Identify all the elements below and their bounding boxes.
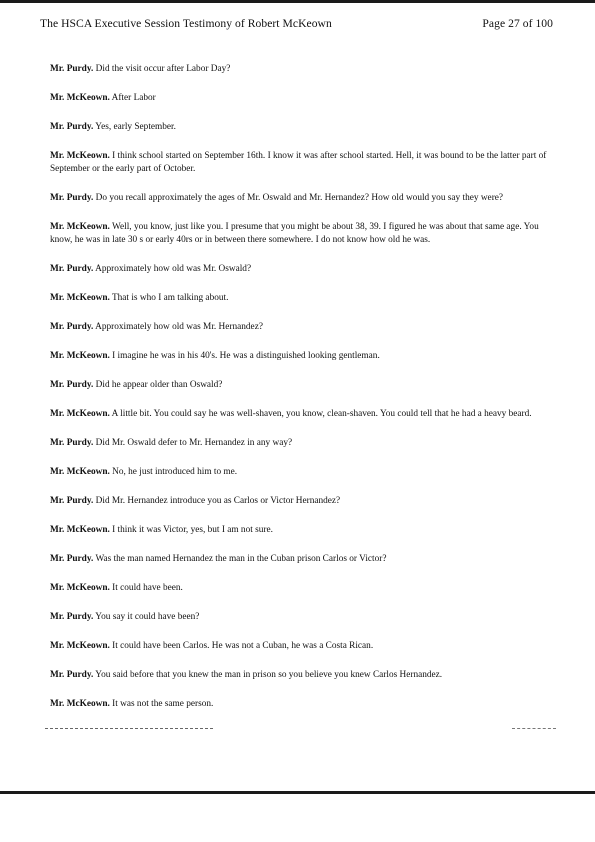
testimony-text: Do you recall approximately the ages of Mr. Oswald and Mr. Hernandez? How old would you say they were? [95, 193, 504, 203]
testimony-entry [50, 437, 550, 450]
testimony-text: Did he appear older than Oswald? [95, 380, 223, 390]
testimony-text: Did Mr. Oswald defer to Mr. Hernandez in any way? [95, 438, 293, 448]
testimony-text: You said before that you knew the man in prison so you believe you knew Carlos Hernandez. [95, 670, 443, 680]
testimony-entry [50, 611, 550, 624]
testimony-entry [50, 669, 550, 682]
speaker-name: Mr. McKeown. [50, 151, 110, 161]
testimony-entry [50, 63, 550, 76]
testimony-text: A little bit. You could say he was well-shaven, you know, clean-shaven. You could tell that he had a heavy beard. [111, 409, 532, 419]
testimony-entry [50, 698, 550, 711]
testimony-text: I imagine he was in his 40's. He was a distinguished looking gentleman. [112, 351, 380, 361]
testimony-text: It was not the same person. [112, 699, 214, 709]
testimony-text: That is who I am talking about. [111, 293, 229, 303]
testimony-text: Approximately how old was Mr. Hernandez? [95, 322, 263, 332]
testimony-entry [50, 121, 550, 134]
speaker-name: Mr. Purdy. [50, 122, 94, 132]
speaker-name: Mr. McKeown. [50, 525, 110, 535]
speaker-name: Mr. McKeown. [50, 93, 110, 103]
testimony-text: It could have been Carlos. He was not a Cuban, he was a Costa Rican. [112, 641, 374, 651]
testimony-text: After Labor [111, 93, 156, 103]
testimony-entry [50, 408, 550, 421]
speaker-name: Mr. Purdy. [50, 264, 94, 274]
testimony-text: Was the man named Hernandez the man in the Cuban prison Carlos or Victor? [95, 554, 387, 564]
testimony-entry [50, 221, 550, 247]
speaker-name: Mr. Purdy. [50, 670, 94, 680]
speaker-name: Mr. Purdy. [50, 438, 94, 448]
testimony-entry [50, 263, 550, 276]
page-header [40, 17, 553, 30]
speaker-name: Mr. McKeown. [50, 222, 110, 232]
top-rule [0, 0, 595, 3]
speaker-name: Mr. Purdy. [50, 554, 94, 564]
speaker-name: Mr. McKeown. [50, 699, 110, 709]
speaker-name: Mr. Purdy. [50, 322, 94, 332]
transcript-body [50, 63, 550, 711]
testimony-entry [50, 466, 550, 479]
speaker-name: Mr. McKeown. [50, 467, 110, 477]
bottom-rule [0, 791, 595, 794]
testimony-entry [50, 553, 550, 566]
page-number: Page 27 of 100 [482, 17, 553, 30]
speaker-name: Mr. McKeown. [50, 351, 110, 361]
speaker-name: Mr. McKeown. [50, 583, 110, 593]
speaker-name: Mr. Purdy. [50, 612, 94, 622]
testimony-text: Yes, early September. [95, 122, 176, 132]
testimony-text: Approximately how old was Mr. Oswald? [95, 264, 252, 274]
testimony-entry [50, 379, 550, 392]
testimony-entry [50, 292, 550, 305]
testimony-entry [50, 495, 550, 508]
speaker-name: Mr. Purdy. [50, 193, 94, 203]
speaker-name: Mr. McKeown. [50, 293, 110, 303]
speaker-name: Mr. Purdy. [50, 496, 94, 506]
testimony-entry [50, 150, 550, 176]
testimony-text: No, he just introduced him to me. [112, 467, 238, 477]
testimony-text: Well, you know, just like you. I presume that you might be about 38, 39. I figured he was about that same age. You know, he was in late 30 s or early 40rs or in between there somewhere. I do not know how old he was. [50, 222, 539, 245]
testimony-entry [50, 92, 550, 105]
footer-dashed-line [45, 728, 213, 729]
testimony-entry [50, 350, 550, 363]
testimony-text: Did Mr. Hernandez introduce you as Carlos or Victor Hernandez? [95, 496, 341, 506]
testimony-text: I think it was Victor, yes, but I am not sure. [112, 525, 273, 535]
testimony-entry [50, 640, 550, 653]
testimony-text: I think school started on September 16th. I know it was after school started. Hell, it was bound to be the latter part of September or the early part of October. [50, 151, 547, 174]
footer-dashed-line-right [512, 728, 556, 729]
speaker-name: Mr. McKeown. [50, 409, 110, 419]
testimony-text: Did the visit occur after Labor Day? [95, 64, 231, 74]
testimony-entry [50, 192, 550, 205]
testimony-text: It could have been. [112, 583, 183, 593]
speaker-name: Mr. McKeown. [50, 641, 110, 651]
document-title: The HSCA Executive Session Testimony of Robert McKeown [40, 17, 332, 30]
speaker-name: Mr. Purdy. [50, 64, 94, 74]
testimony-entry [50, 321, 550, 334]
testimony-text: You say it could have been? [95, 612, 200, 622]
testimony-entry [50, 582, 550, 595]
speaker-name: Mr. Purdy. [50, 380, 94, 390]
testimony-entry [50, 524, 550, 537]
